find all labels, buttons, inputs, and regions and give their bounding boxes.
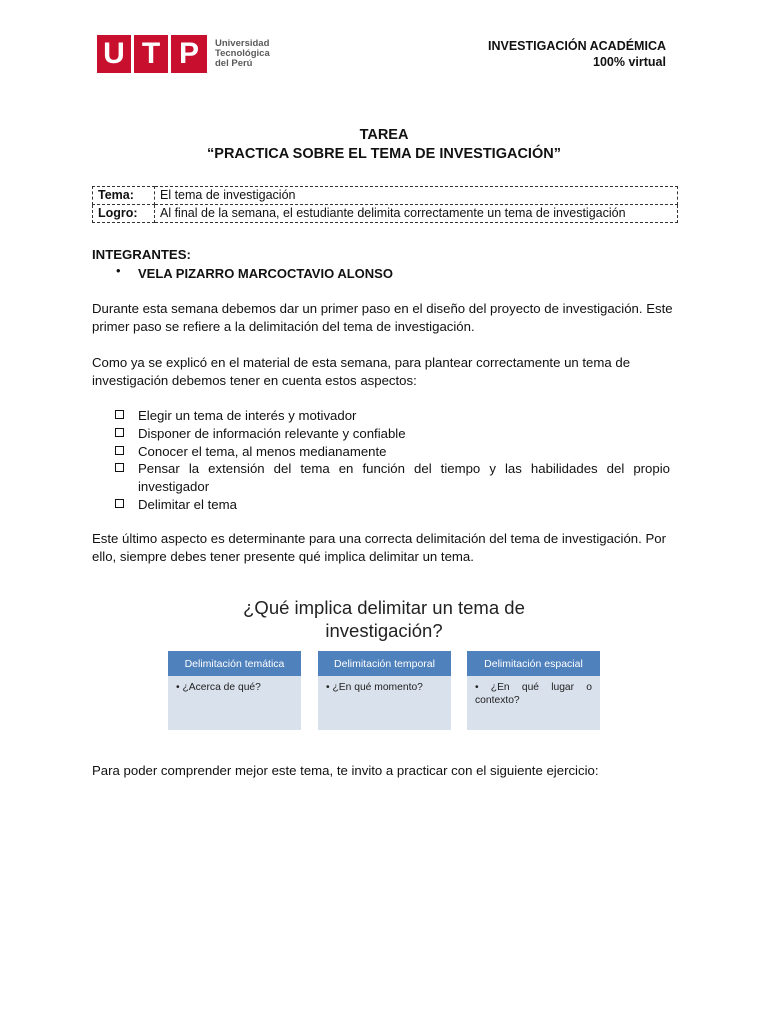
list-item — [114, 443, 670, 461]
logo-letter: P — [171, 35, 207, 73]
logo-line: Universidad — [215, 38, 270, 49]
diagram-title-line-2: investigación? — [325, 620, 443, 641]
logo-letter: T — [134, 35, 168, 73]
checkbox-icon — [115, 428, 124, 437]
logo-mark — [97, 35, 207, 73]
checkbox-icon — [115, 463, 124, 472]
bullet-icon: • — [116, 263, 121, 278]
table-value: Al final de la semana, el estudiante delimita correctamente un tema de investigación — [155, 205, 678, 223]
card-title: Delimitación espacial — [467, 651, 600, 676]
checkbox-icon — [115, 499, 124, 508]
member-name: VELA PIZARRO MARCOCTAVIO ALONSO — [138, 266, 393, 281]
list-item — [114, 407, 670, 425]
table-key: Tema: — [93, 187, 155, 205]
course-mode: 100% virtual — [593, 55, 666, 69]
table-key: Logro: — [93, 205, 155, 223]
list-item-text: Conocer el tema, al menos medianamente — [138, 443, 387, 459]
paragraph-importance: Este último aspecto es determinante para una correcta delimitación del tema de investigación. Por ello, siempre debes tener presente qué implica delimitar un tema. — [92, 531, 666, 564]
info-table — [92, 186, 678, 223]
page-title — [0, 126, 768, 164]
course-name: INVESTIGACIÓN ACADÉMICA — [487, 39, 666, 53]
diagram-title-line-1: ¿Qué implica delimitar un tema de — [243, 597, 525, 618]
diagram-title — [168, 596, 600, 642]
card-item: • ¿En qué momento? — [326, 682, 423, 693]
paragraph-exercise: Para poder comprender mejor este tema, te invito a practicar con el siguiente ejercicio: — [92, 763, 599, 778]
card-item: • ¿En qué lugar o contexto? — [475, 682, 592, 706]
table-row — [93, 205, 678, 223]
logo-letter: U — [97, 35, 131, 73]
list-item-text: Delimitar el tema — [138, 496, 237, 512]
card-delimitacion-espacial — [467, 651, 600, 730]
list-item-text: Pensar la extensión del tema en función del tiempo y las habilidades del propio investigador — [138, 461, 670, 495]
card-title: Delimitación temporal — [318, 651, 451, 676]
list-item — [114, 460, 670, 496]
paragraph-intro: Durante esta semana debemos dar un primer paso en el diseño del proyecto de investigación. Este primer paso se refiere a la delimitación del tema de investigación. — [92, 301, 673, 334]
table-row — [93, 187, 678, 205]
card-delimitacion-temporal — [318, 651, 451, 730]
integrantes-heading: INTEGRANTES: — [92, 247, 191, 262]
course-header — [488, 38, 666, 70]
logo-line: del Perú — [215, 58, 253, 69]
title-line-2: “PRACTICA SOBRE EL TEMA DE INVESTIGACIÓN” — [207, 146, 561, 162]
list-item-text: Disponer de información relevante y confiable — [138, 425, 406, 441]
card-item: • ¿Acerca de qué? — [176, 682, 261, 693]
checkbox-icon — [115, 410, 124, 419]
paragraph-aspects: Como ya se explicó en el material de esta semana, para plantear correctamente un tema de investigación debemos tener en cuenta estos aspectos: — [92, 355, 631, 388]
table-value: El tema de investigación — [155, 187, 678, 205]
card-delimitacion-tematica — [168, 651, 301, 730]
list-item — [114, 425, 670, 443]
list-item-text: Elegir un tema de interés y motivador — [138, 408, 357, 423]
utp-logo — [97, 35, 270, 73]
list-item — [114, 496, 670, 514]
logo-text — [215, 39, 270, 69]
logo-line: Tecnológica — [215, 48, 270, 59]
checkbox-icon — [115, 446, 124, 455]
title-line-1: TAREA — [359, 127, 409, 143]
aspects-checklist — [114, 407, 670, 514]
card-title: Delimitación temática — [168, 651, 301, 676]
